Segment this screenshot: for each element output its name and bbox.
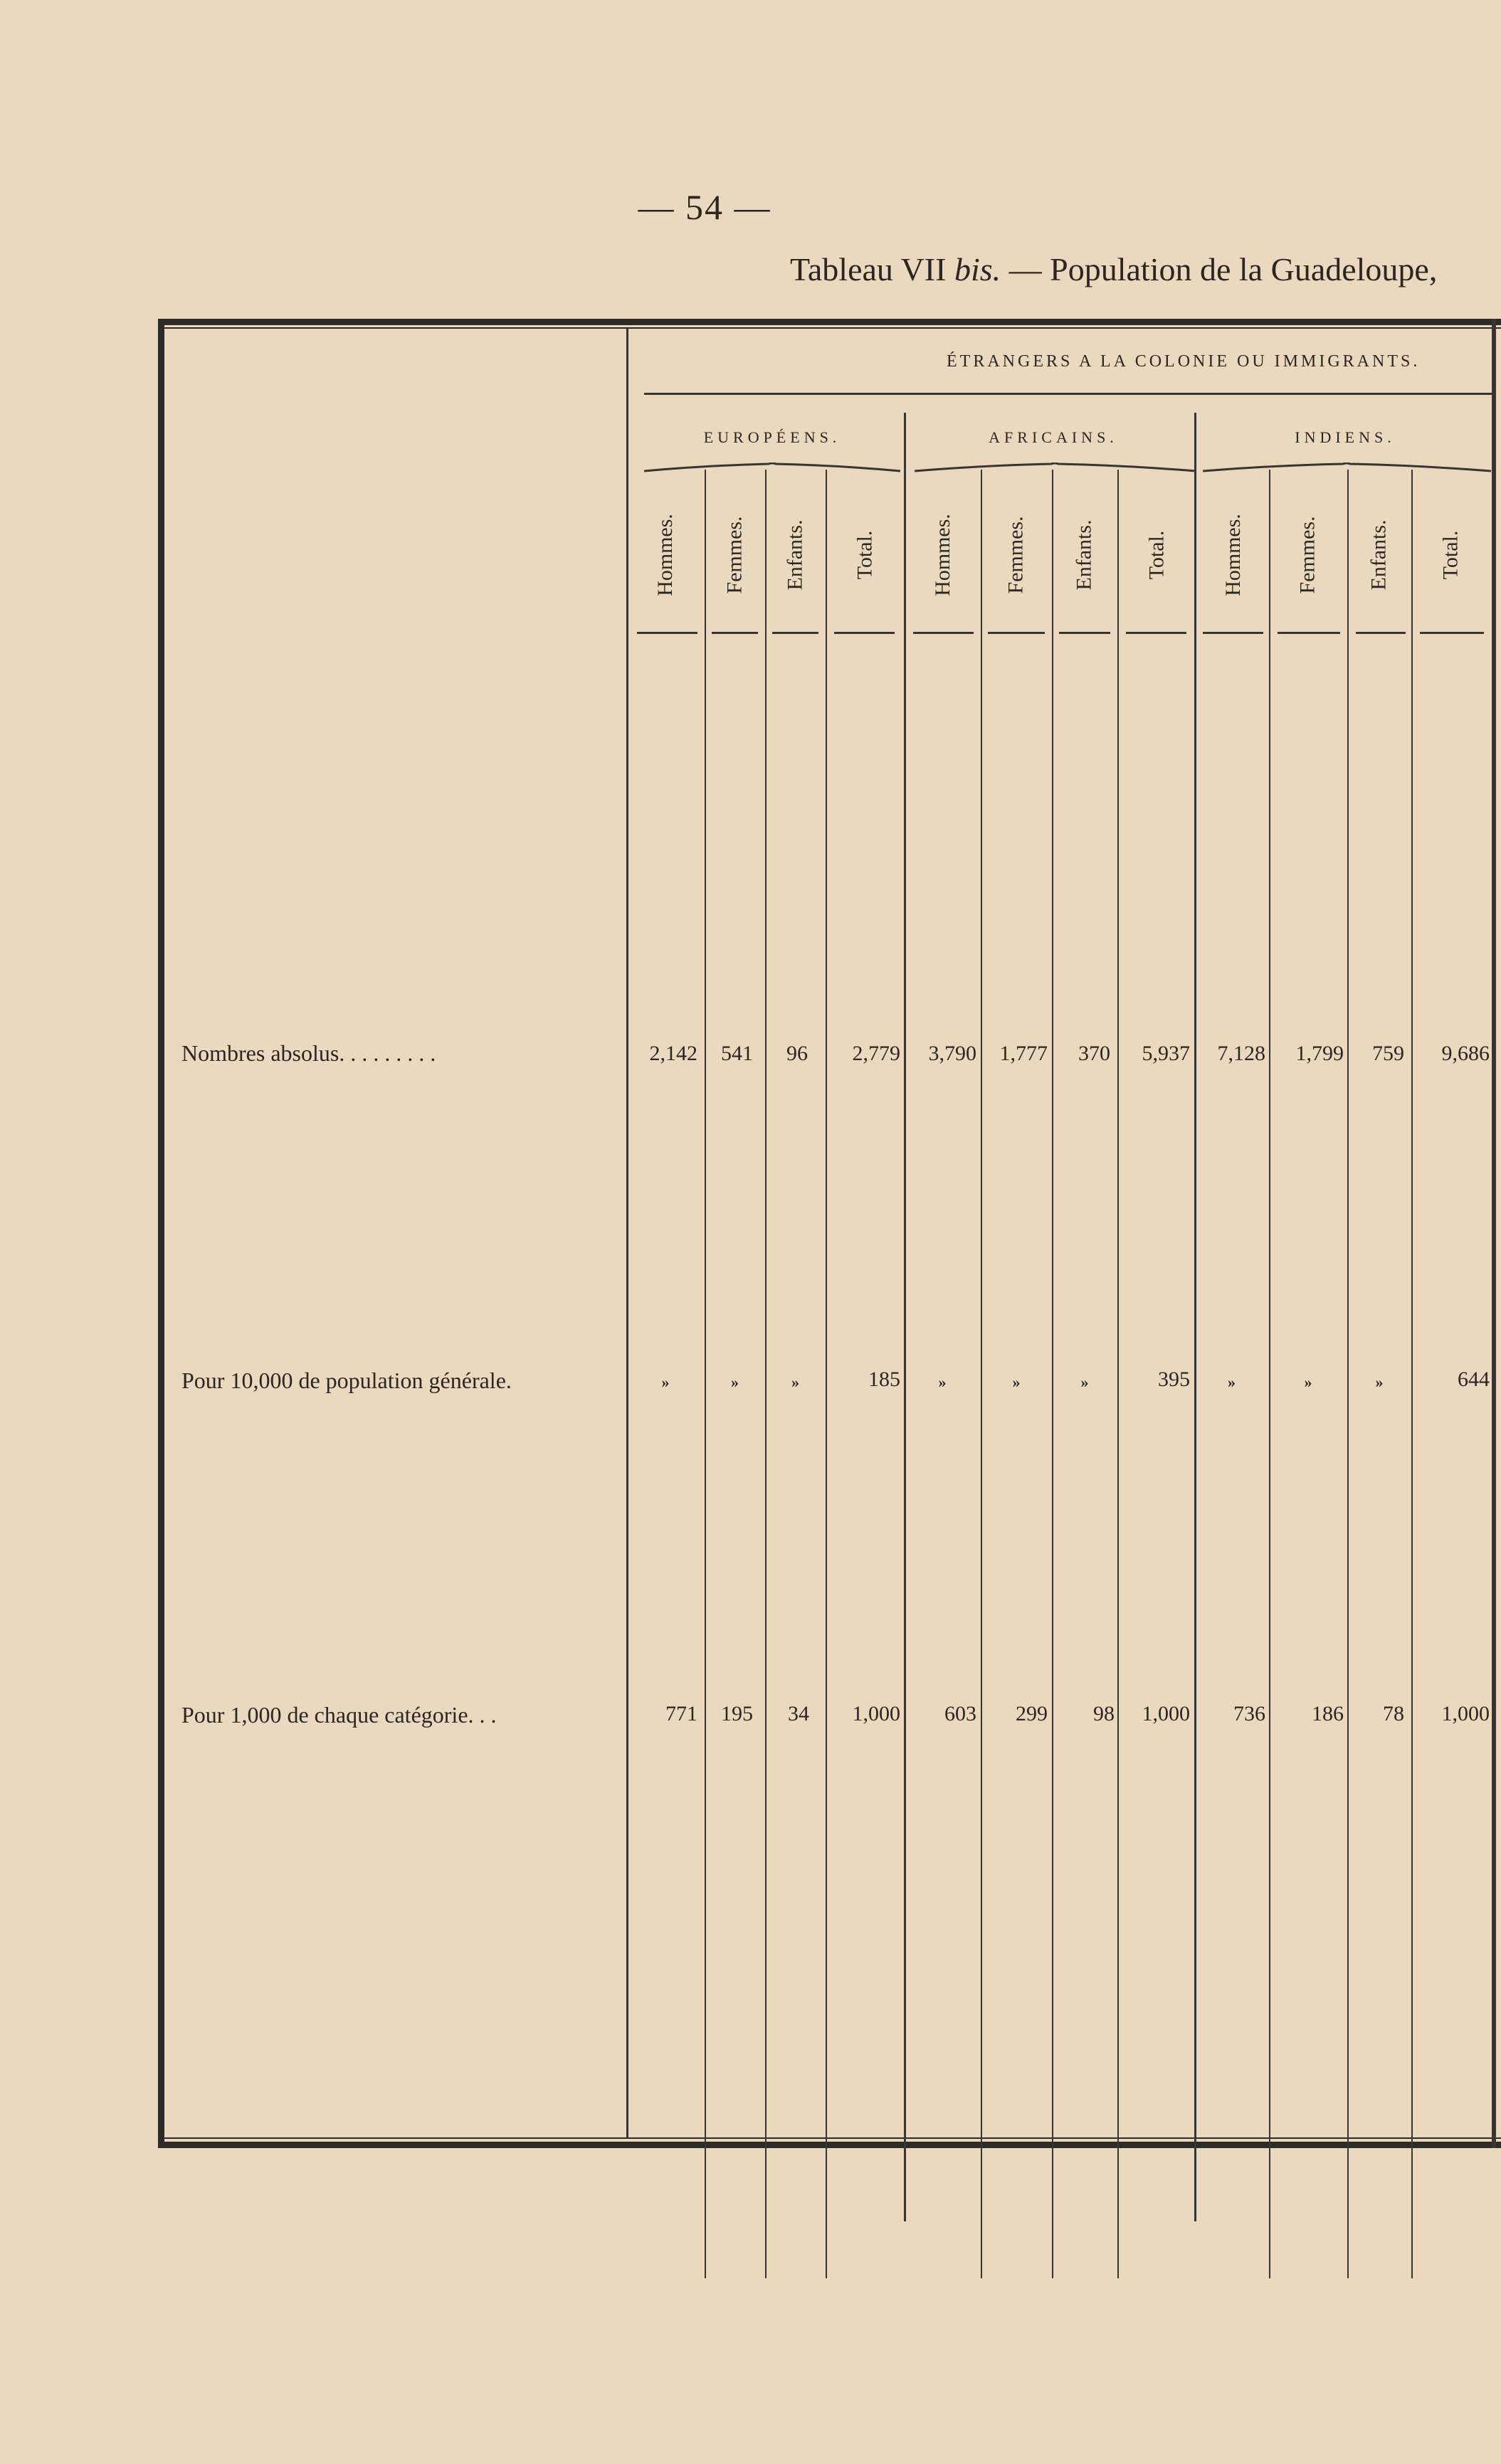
cell: 185 [868, 1368, 900, 1391]
column-divider [626, 329, 628, 2137]
cell: » [1012, 1373, 1021, 1391]
page-number: — 54 — [638, 187, 771, 227]
col-head-indiens-enfants: Enfants. [1367, 519, 1391, 591]
cell: 2,142 [649, 1042, 697, 1065]
group-header-africains: AFRICAINS. [989, 428, 1118, 446]
table-top-border-inner [158, 327, 1501, 329]
cell: 736 [1233, 1702, 1265, 1725]
col-head-indiens-hommes: Hommes. [1221, 514, 1245, 596]
col-head-africains-enfants: Enfants. [1073, 519, 1097, 591]
cell: 644 [1458, 1368, 1490, 1391]
col-head-africains-femmes: Femmes. [1004, 516, 1028, 594]
cell: 370 [1078, 1042, 1110, 1065]
cell: » [661, 1373, 670, 1391]
row-label-nombres-absolus: Nombres absolus. . . . . . . . . [181, 1040, 436, 1066]
title-suffix: — Population de la Guadeloupe, [1001, 251, 1438, 287]
column-head-rule [712, 632, 758, 634]
cell: 541 [721, 1042, 753, 1065]
group-header-indiens: INDIENS. [1295, 428, 1396, 446]
col-head-europeens-hommes: Hommes. [653, 514, 678, 596]
cell: 395 [1158, 1368, 1190, 1391]
cell: 98 [1093, 1702, 1115, 1725]
title-italic: bis. [954, 251, 1001, 287]
cell: 2,779 [852, 1042, 900, 1065]
main-header: ÉTRANGERS A LA COLONIE OU IMMIGRANTS. [947, 352, 1421, 371]
column-head-rule [772, 632, 818, 634]
col-head-indiens-total: Total. [1438, 530, 1462, 580]
column-head-rule [1278, 632, 1340, 634]
cell: 1,000 [1441, 1702, 1490, 1725]
table-bottom-border [158, 2142, 1501, 2148]
table-title [790, 250, 1495, 288]
group-brace-africains [915, 462, 1196, 472]
cell: » [938, 1373, 947, 1391]
cell: 1,777 [999, 1042, 1048, 1065]
group-brace-europeens [644, 462, 900, 472]
cell: 603 [944, 1702, 976, 1725]
cell: » [1304, 1373, 1312, 1391]
cell: 34 [788, 1702, 809, 1725]
group-header-europeens: EUROPÉENS. [703, 428, 841, 446]
col-head-africains-hommes: Hommes. [931, 514, 955, 596]
col-head-africains-total: Total. [1144, 530, 1168, 580]
col-head-europeens-femmes: Femmes. [723, 516, 747, 594]
cell: 78 [1383, 1702, 1404, 1725]
column-head-rule [1126, 632, 1186, 634]
table-left-border [158, 319, 164, 2148]
cell: 7,128 [1217, 1042, 1265, 1065]
cell: 3,790 [928, 1042, 976, 1065]
column-head-rule [1356, 632, 1406, 634]
cell: 1,000 [1142, 1702, 1190, 1725]
cell: 96 [786, 1042, 808, 1065]
col-head-indiens-femmes: Femmes. [1296, 516, 1320, 594]
cell: 1,799 [1295, 1042, 1344, 1065]
row-label-pour-1000: Pour 1,000 de chaque catégorie. . . [181, 1702, 497, 1728]
cell: 9,686 [1441, 1042, 1490, 1065]
column-head-rule [913, 632, 974, 634]
column-head-rule [834, 632, 895, 634]
cell: » [1228, 1373, 1236, 1391]
cell: 771 [665, 1702, 697, 1725]
cell: 1,000 [852, 1702, 900, 1725]
cell: » [791, 1373, 799, 1391]
column-head-rule [1420, 632, 1484, 634]
table-bottom-border-inner [158, 2137, 1501, 2139]
col-head-europeens-enfants: Enfants. [784, 519, 808, 591]
cell: 5,937 [1142, 1042, 1190, 1065]
main-header-rule [644, 393, 1495, 395]
cell: 299 [1016, 1702, 1048, 1725]
column-divider [1194, 413, 1196, 2221]
cell: 759 [1372, 1042, 1404, 1065]
cell: » [1080, 1373, 1089, 1391]
table-top-border [158, 319, 1501, 325]
row-label-pour-10000: Pour 10,000 de population générale. [181, 1368, 512, 1393]
column-head-rule [637, 632, 697, 634]
cell: 186 [1312, 1702, 1344, 1725]
cell: 195 [721, 1702, 753, 1725]
column-head-rule [1203, 632, 1263, 634]
title-prefix: Tableau VII [790, 251, 947, 287]
table-right-border [1492, 319, 1496, 2148]
col-head-europeens-total: Total. [853, 530, 876, 580]
column-divider [904, 413, 906, 2221]
column-head-rule [988, 632, 1045, 634]
cell: » [1375, 1373, 1384, 1391]
column-head-rule [1059, 632, 1110, 634]
cell: » [731, 1373, 739, 1391]
